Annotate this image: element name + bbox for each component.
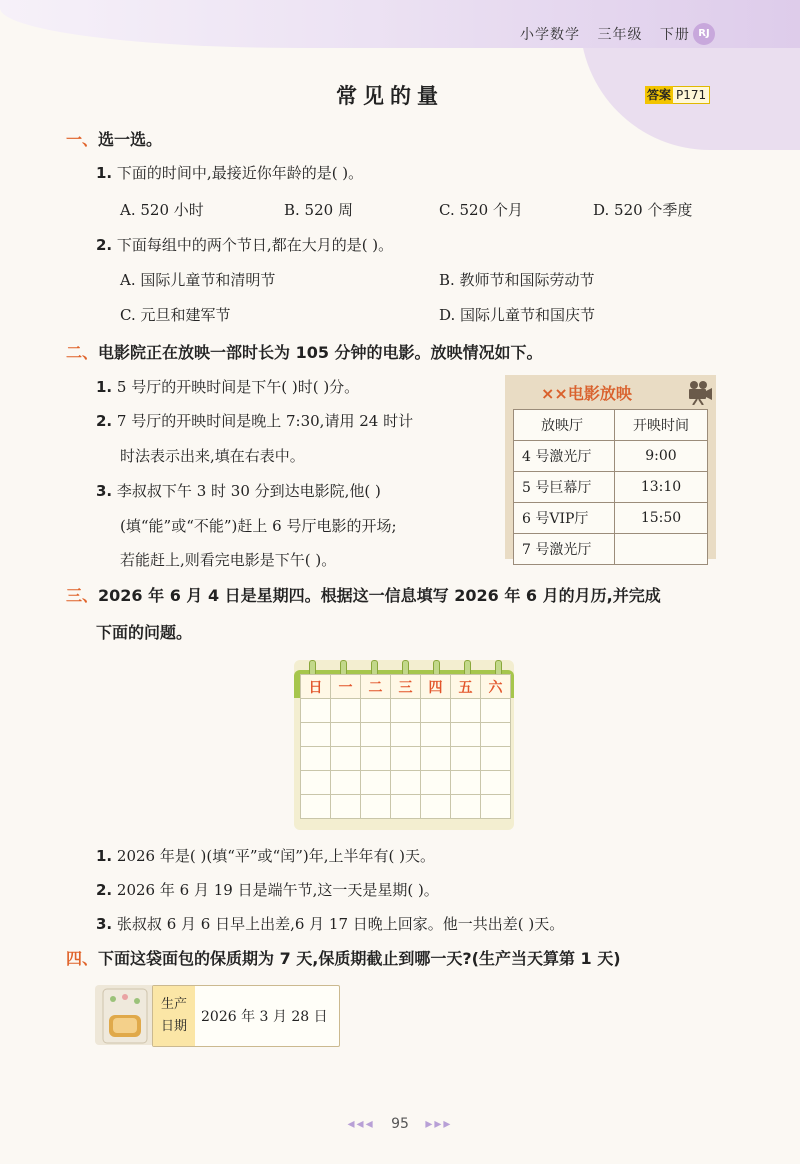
section4-number: 四、 xyxy=(66,949,99,968)
calendar-cell[interactable] xyxy=(481,795,511,819)
calendar-cell[interactable] xyxy=(361,699,391,723)
calendar-cell[interactable] xyxy=(421,771,451,795)
section2-number: 二、 xyxy=(66,343,99,362)
calendar-cell[interactable] xyxy=(361,795,391,819)
movie-header-hall: 放映厅 xyxy=(514,410,615,441)
section3-line2: 下面的问题。 xyxy=(96,623,193,642)
s3-q2-number: 2. xyxy=(96,881,113,899)
weekday-sun: 日 xyxy=(301,675,331,699)
calendar-weekday-row xyxy=(301,675,511,699)
s1-q2-text: 下面每组中的两个节日,都在大月的是( )。 xyxy=(116,236,394,254)
calendar-week-row xyxy=(301,771,511,795)
movie-table xyxy=(513,409,708,565)
movie-schedule-card xyxy=(505,375,716,559)
weekday-wed: 三 xyxy=(391,675,421,699)
movie-time-answer-cell[interactable] xyxy=(615,534,708,565)
calendar-cell[interactable] xyxy=(451,747,481,771)
calendar-cell[interactable] xyxy=(391,795,421,819)
section4-heading xyxy=(66,946,621,969)
answer-tag[interactable] xyxy=(645,86,710,104)
movie-hall-cell: 5 号巨幕厅 xyxy=(514,472,615,503)
section1-title: 选一选。 xyxy=(98,130,163,149)
calendar-cell[interactable] xyxy=(481,699,511,723)
table-row xyxy=(514,534,708,565)
weekday-sat: 六 xyxy=(481,675,511,699)
edition-badge: RJ xyxy=(693,23,715,45)
june-calendar xyxy=(294,660,514,830)
s1-q1-number: 1. xyxy=(96,164,113,182)
section3-number: 三、 xyxy=(66,586,99,605)
calendar-week-row xyxy=(301,699,511,723)
calendar-cell[interactable] xyxy=(451,771,481,795)
production-date-heading xyxy=(153,986,195,1046)
next-arrows-icon: ▸▸▸ xyxy=(425,1116,453,1132)
table-row xyxy=(514,441,708,472)
s1-q1-option-b: B. 520 周 xyxy=(284,201,353,219)
calendar-cell[interactable] xyxy=(301,747,331,771)
calendar-cell[interactable] xyxy=(391,699,421,723)
calendar-cell[interactable] xyxy=(421,795,451,819)
calendar-cell[interactable] xyxy=(331,795,361,819)
calendar-cell[interactable] xyxy=(481,747,511,771)
calendar-cell[interactable] xyxy=(421,699,451,723)
s3-q3 xyxy=(96,913,564,934)
production-date-value: 2026 年 3 月 28 日 xyxy=(201,1009,328,1025)
weekday-tue: 二 xyxy=(361,675,391,699)
header-subject: 小学数学 xyxy=(520,27,580,43)
answer-label: 答案 xyxy=(647,88,672,102)
calendar-cell[interactable] xyxy=(331,747,361,771)
calendar-grid xyxy=(300,674,511,819)
s1-q1-text: 下面的时间中,最接近你年龄的是( )。 xyxy=(116,164,364,182)
s1-q2-option-a: A. 国际儿童节和清明节 xyxy=(120,271,276,289)
movie-time-cell: 13:10 xyxy=(615,472,708,503)
calendar-cell[interactable] xyxy=(361,771,391,795)
calendar-cell[interactable] xyxy=(361,747,391,771)
header-info xyxy=(520,24,702,44)
page-footer xyxy=(0,1116,800,1132)
s3-q3-text: 张叔叔 6 月 6 日早上出差,6 月 17 日晚上回家。他一共出差( )天。 xyxy=(116,915,565,933)
s2-q3-line2: (填“能”或“不能”)赶上 6 号厅电影的开场; xyxy=(120,517,397,535)
calendar-cell[interactable] xyxy=(391,747,421,771)
label-line2: 日期 xyxy=(160,1019,187,1034)
movie-table-title: ××电影放映 xyxy=(541,384,632,403)
calendar-cell[interactable] xyxy=(331,723,361,747)
movie-hall-cell: 6 号VIP厅 xyxy=(514,503,615,534)
table-row xyxy=(514,472,708,503)
s3-q1 xyxy=(96,845,435,866)
page-title: 常见的量 xyxy=(336,84,444,108)
bread-bag-icon xyxy=(95,985,155,1045)
section3-line1: 2026 年 6 月 4 日是星期四。根据这一信息填写 2026 年 6 月的月历,并完成 xyxy=(98,586,661,605)
calendar-cell[interactable] xyxy=(481,723,511,747)
calendar-cell[interactable] xyxy=(361,723,391,747)
s1-q2-option-b: B. 教师节和国际劳动节 xyxy=(439,271,595,289)
s1-q1 xyxy=(96,162,363,183)
header-grade: 三年级 xyxy=(597,27,643,43)
production-date-label xyxy=(152,985,340,1047)
weekday-thu: 四 xyxy=(421,675,451,699)
weekday-fri: 五 xyxy=(451,675,481,699)
s1-q2 xyxy=(96,234,393,255)
calendar-cell[interactable] xyxy=(391,771,421,795)
movie-time-cell: 9:00 xyxy=(615,441,708,472)
calendar-cell[interactable] xyxy=(421,747,451,771)
s2-q1-text: 5 号厅的开映时间是下午( )时( )分。 xyxy=(116,378,360,396)
calendar-cell[interactable] xyxy=(331,771,361,795)
s2-q3-line1: 李叔叔下午 3 时 30 分到达电影院,他( ) xyxy=(116,482,381,500)
calendar-week-row xyxy=(301,723,511,747)
page-number: 95 xyxy=(391,1116,409,1132)
calendar-cell[interactable] xyxy=(301,723,331,747)
calendar-cell[interactable] xyxy=(421,723,451,747)
section2-title: 电影院正在放映一部时长为 105 分钟的电影。放映情况如下。 xyxy=(98,343,543,362)
movie-hall-cell: 7 号激光厅 xyxy=(514,534,615,565)
calendar-cell[interactable] xyxy=(451,795,481,819)
s3-q1-text: 2026 年是( )(填“平”或“闰”)年,上半年有( )天。 xyxy=(116,847,435,865)
s1-q2-option-c: C. 元旦和建军节 xyxy=(120,306,231,324)
movie-table-header-row xyxy=(514,410,708,441)
s1-q2-option-d: D. 国际儿童节和国庆节 xyxy=(439,306,596,324)
s2-q1 xyxy=(96,376,359,397)
s3-q1-number: 1. xyxy=(96,847,113,865)
section2-heading xyxy=(66,340,543,363)
section3-heading xyxy=(66,583,661,606)
movie-time-cell: 15:50 xyxy=(615,503,708,534)
s1-q1-option-d: D. 520 个季度 xyxy=(593,201,693,219)
s1-q2-number: 2. xyxy=(96,236,113,254)
calendar-week-row xyxy=(301,795,511,819)
s2-q1-number: 1. xyxy=(96,378,113,396)
header-term: 下册 xyxy=(659,27,690,43)
calendar-cell[interactable] xyxy=(331,699,361,723)
label-line1: 生产 xyxy=(160,997,187,1012)
s1-q1-option-c: C. 520 个月 xyxy=(439,201,523,219)
s1-q1-option-a: A. 520 小时 xyxy=(120,201,204,219)
section4-title: 下面这袋面包的保质期为 7 天,保质期截止到哪一天?(生产当天算第 1 天) xyxy=(98,949,621,968)
camera-icon xyxy=(685,379,713,405)
s2-q2 xyxy=(96,410,413,431)
s2-q3-line3: 若能赶上,则看完电影是下午( )。 xyxy=(120,551,337,569)
movie-hall-cell: 4 号激光厅 xyxy=(514,441,615,472)
calendar-cell[interactable] xyxy=(301,771,331,795)
s3-q2 xyxy=(96,879,439,900)
bread-package xyxy=(95,985,340,1047)
s3-q3-number: 3. xyxy=(96,915,113,933)
s2-q2-number: 2. xyxy=(96,412,113,430)
s2-q3-number: 3. xyxy=(96,482,113,500)
section1-heading xyxy=(66,127,162,150)
calendar-cell[interactable] xyxy=(301,795,331,819)
s2-q2-line2: 时法表示出来,填在右表中。 xyxy=(120,447,305,465)
calendar-cell[interactable] xyxy=(481,771,511,795)
table-row xyxy=(514,503,708,534)
s3-q2-text: 2026 年 6 月 19 日是端午节,这一天是星期( )。 xyxy=(116,881,439,899)
calendar-cell[interactable] xyxy=(391,723,421,747)
s2-q2-line1: 7 号厅的开映时间是晚上 7:30,请用 24 时计 xyxy=(116,412,414,430)
calendar-cell[interactable] xyxy=(451,723,481,747)
calendar-cell[interactable] xyxy=(301,699,331,723)
s2-q3 xyxy=(96,480,381,501)
calendar-week-row xyxy=(301,747,511,771)
answer-page: P171 xyxy=(673,86,710,104)
weekday-mon: 一 xyxy=(331,675,361,699)
movie-header-time: 开映时间 xyxy=(615,410,708,441)
section1-number: 一、 xyxy=(66,130,99,149)
calendar-cell[interactable] xyxy=(451,699,481,723)
prev-arrows-icon: ◂◂◂ xyxy=(347,1116,375,1132)
